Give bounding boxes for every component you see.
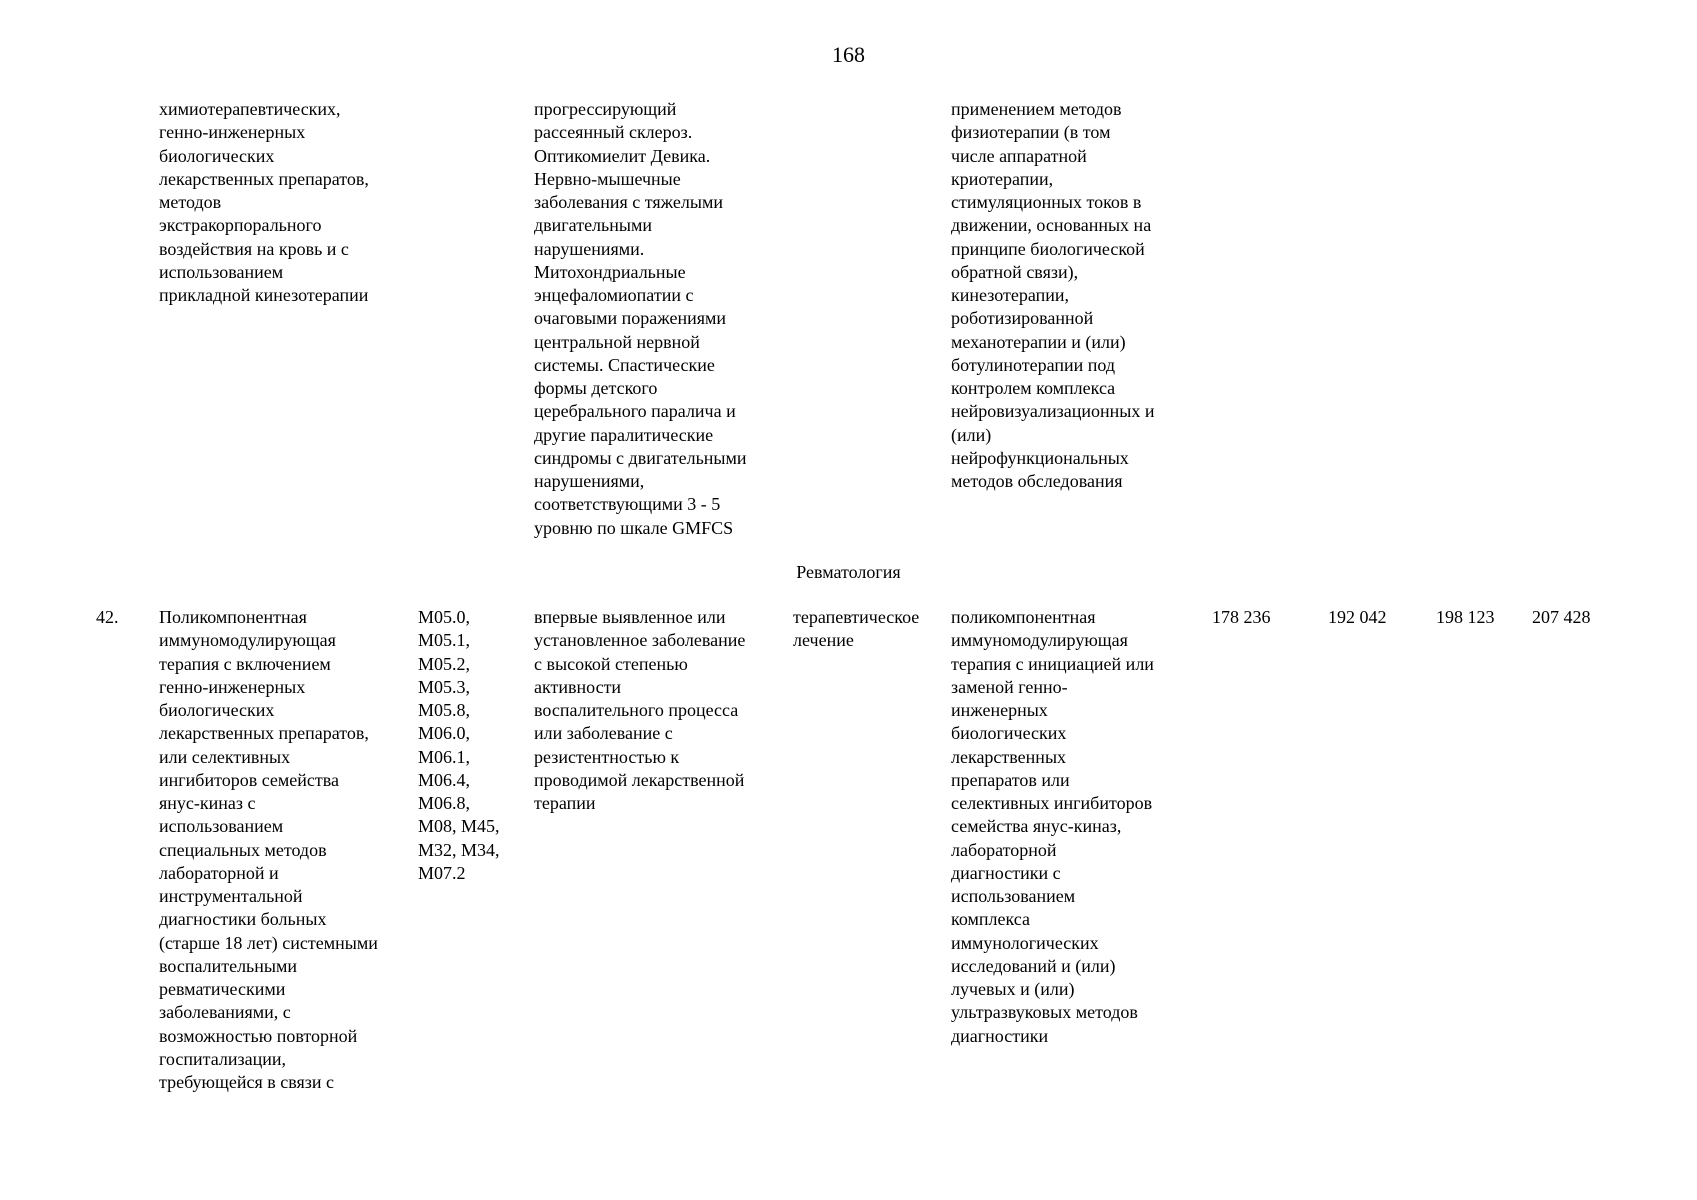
section-title: Ревматология (796, 562, 901, 582)
row-number: 42. (96, 607, 119, 627)
row-codes-cell: M05.0, M05.1, M05.2, M05.3, M05.8, M06.0, M06.1, M06.4, M06.8, M08, M45, M32, M34, M07.2 (418, 607, 500, 883)
row-method-cell: поликомпонентная иммуномодулирующая терапия с инициацией или заменой генно- инженерных биологических лекарственных препаратов или селективных ингибиторов семейства янус-киназ, лабораторной диагностики с использованием комплекса иммунологических исследований и (или) лучевых и (или) ультразвуковых методов диагностики (951, 607, 1154, 1046)
row-treatment-cell: терапевтическое лечение (793, 607, 920, 651)
row-cost-3: 198 123 (1436, 607, 1495, 627)
row-cost-2: 192 042 (1328, 607, 1387, 627)
continuation-name-cell: химиотерапевтических, генно-инженерных биологических лекарственных препаратов, методов экстракорпорального воздействия на кровь и с использованием прикладной кинезотерапии (159, 99, 369, 305)
continuation-model-cell: прогрессирующий рассеянный склероз. Оптикомиелит Девика. Нервно-мышечные заболевания с тяжелыми двигательными нарушениями. Митохондриальные энцефаломиопатии с очаговыми поражениями центральной нервной системы. Спастические формы детского церебрального паралича и другие паралитические синдромы с двигательными нарушениями, соответствующими 3 - 5 уровню по шкале GMFCS (534, 99, 747, 538)
row-model-cell: впервые выявленное или установленное заболевание с высокой степенью активности воспалительного процесса или заболевание с резистентностью к проводимой лекарственной терапии (534, 607, 746, 813)
continuation-method-cell: применением методов физиотерапии (в том числе аппаратной криотерапии, стимуляционных токов в движении, основанных на принципе биологической обратной связи), кинезотерапии, роботизированной механотерапии и (или) ботулинотерапии под контролем комплекса нейровизуализационных и (или) нейрофункциональных методов обследования (951, 99, 1155, 491)
row-name-cell: Поликомпонентная иммуномодулирующая терапия с включением генно-инженерных биологических лекарственных препаратов, или селективных ингибиторов семейства янус-киназ с использованием специальных методов лабораторной и инструментальной диагностики больных (старше 18 лет) системными воспалительными ревматическими заболеваниями, с возможностью повторной госпитализации, требующейся в связи с (159, 607, 378, 1092)
page-number: 168 (832, 42, 865, 67)
row-cost-1: 178 236 (1212, 607, 1271, 627)
row-cost-4: 207 428 (1532, 607, 1591, 627)
